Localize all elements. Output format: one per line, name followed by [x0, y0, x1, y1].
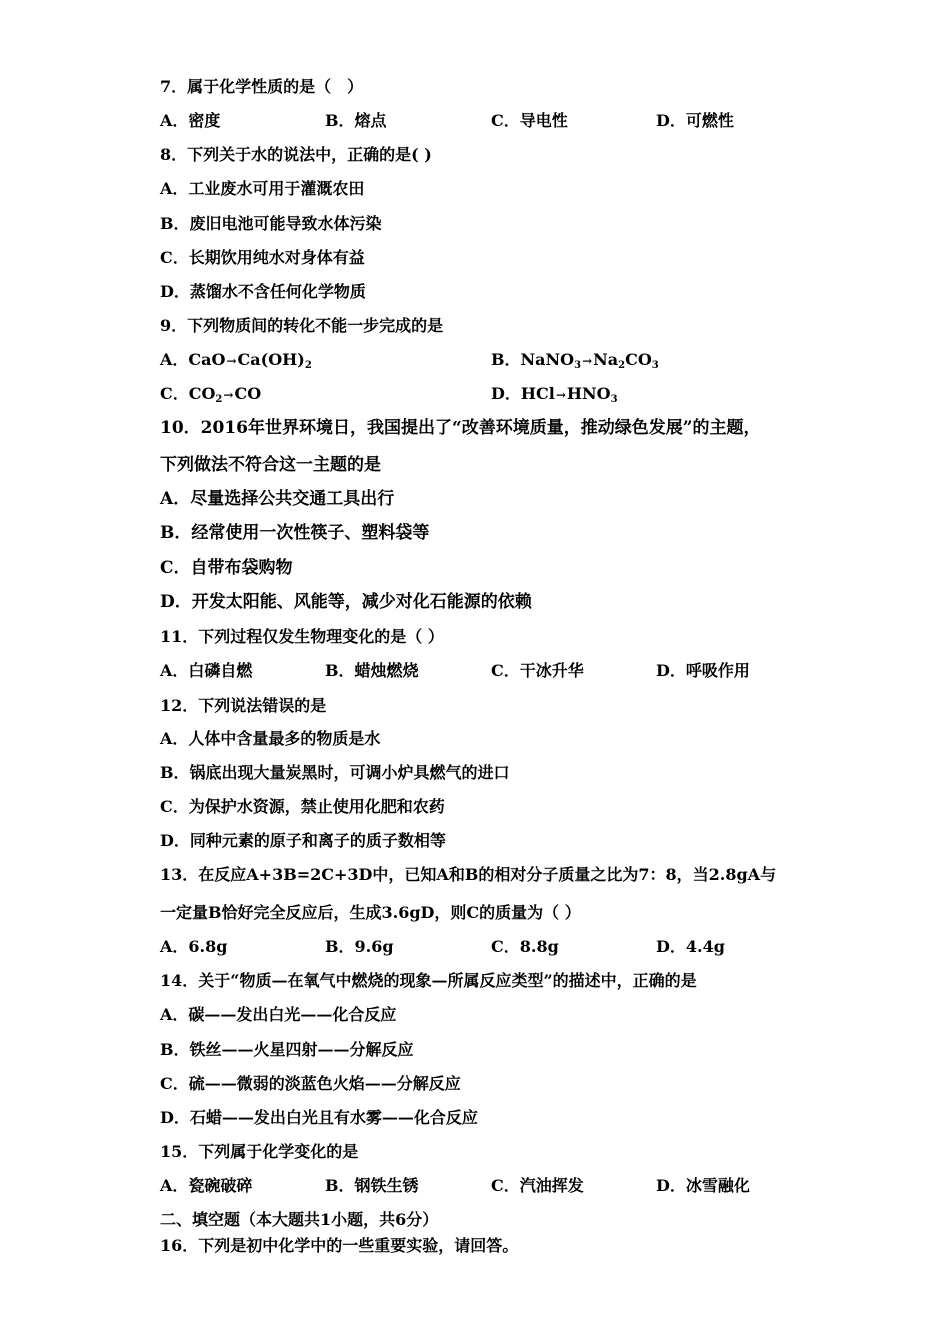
q8-option-b: B．废旧电池可能导致水体污染 [160, 214, 382, 233]
q9-b-from-sub: 3 [574, 360, 582, 371]
arrow-icon: → [226, 354, 237, 368]
q9-b-to-sub2: 3 [651, 360, 659, 371]
arrow-icon: → [582, 354, 593, 368]
q9-d-from: HCl [520, 384, 555, 403]
q10-stem-line1: 10．2016年世界环境日，我国提出了“改善环境质量，推动绿色发展”的主题， [160, 418, 761, 438]
q11-option-c: C．干冰升华 [491, 661, 584, 680]
q9-a-label: A． [160, 350, 189, 369]
q9-b-to-mid: CO [625, 350, 652, 369]
q9-a-to-sub: 2 [304, 360, 312, 371]
q9-a-from: CaO [188, 350, 226, 369]
q14-stem: 14．关于“物质—在氧气中燃烧的现象—所属反应类型”的描述中，正确的是 [160, 971, 697, 990]
q15-option-d: D．冰雪融化 [656, 1176, 750, 1195]
arrow-icon: → [223, 388, 234, 402]
q9-d-to-sub: 3 [610, 394, 618, 405]
q9-b-label: B． [491, 350, 521, 369]
q14-option-c: C．硫——微弱的淡蓝色火焰——分解反应 [160, 1074, 461, 1093]
q10-option-a: A．尽量选择公共交通工具出行 [160, 489, 395, 509]
q7-stem: 7．属于化学性质的是（ ） [160, 77, 364, 96]
q13-option-b: B．9.6g [325, 937, 394, 956]
q10-option-d: D．开发太阳能、风能等，减少对化石能源的依赖 [160, 592, 532, 612]
q15-option-a: A．瓷碗破碎 [160, 1176, 253, 1195]
q7-option-b: B．熔点 [325, 111, 387, 130]
q9-c-from-sub: 2 [215, 394, 223, 405]
q7-option-a: A．密度 [160, 111, 221, 130]
q14-option-a: A．碳——发出白光——化合反应 [160, 1005, 397, 1024]
q8-option-d: D．蒸馏水不含任何化学物质 [160, 282, 366, 301]
q15-option-b: B．钢铁生锈 [325, 1176, 419, 1195]
q12-option-d: D．同种元素的原子和离子的质子数相等 [160, 831, 446, 850]
q13-option-c: C．8.8g [491, 937, 559, 956]
q12-option-c: C．为保护水资源，禁止使用化肥和农药 [160, 797, 445, 816]
q9-option-d [491, 384, 618, 405]
q9-option-b [491, 350, 659, 371]
q7-option-d: D．可燃性 [656, 111, 734, 130]
q12-option-b: B．锅底出现大量炭黑时，可调小炉具燃气的进口 [160, 763, 510, 782]
q9-option-a [160, 350, 312, 371]
q13-option-a: A．6.8g [160, 937, 228, 956]
q11-option-b: B．蜡烛燃烧 [325, 661, 419, 680]
q13-stem-line2: 一定量B恰好完全反应后，生成3.6gD，则C的质量为（ ） [160, 903, 581, 922]
q15-stem: 15．下列属于化学变化的是 [160, 1142, 359, 1161]
q11-option-d: D．呼吸作用 [656, 661, 750, 680]
q9-c-label: C． [160, 384, 189, 403]
q9-c-from: CO [188, 384, 216, 403]
q14-option-b: B．铁丝——火星四射——分解反应 [160, 1040, 414, 1059]
q8-option-c: C．长期饮用纯水对身体有益 [160, 248, 365, 267]
q9-c-to: CO [234, 384, 262, 403]
q9-b-from: NaNO [520, 350, 575, 369]
q9-b-to-sub1: 2 [618, 360, 626, 371]
q10-stem-line2: 下列做法不符合这一主题的是 [160, 455, 381, 475]
q13-stem-line1: 13．在反应A+3B=2C+3D中，已知A和B的相对分子质量之比为7：8，当2.8gA与 [160, 865, 777, 884]
q15-option-c: C．汽油挥发 [491, 1176, 584, 1195]
arrow-icon: → [555, 388, 566, 402]
section-heading: 二、填空题（本大题共1小题，共6分） [160, 1210, 439, 1229]
q12-option-a: A．人体中含量最多的物质是水 [160, 729, 381, 748]
q10-option-b: B．经常使用一次性筷子、塑料袋等 [160, 523, 430, 543]
q8-option-a: A．工业废水可用于灌溉农田 [160, 179, 365, 198]
q14-option-d: D．石蜡——发出白光且有水雾——化合反应 [160, 1108, 478, 1127]
q9-a-to: Ca(OH) [237, 350, 305, 369]
q11-stem: 11．下列过程仅发生物理变化的是（ ） [160, 627, 444, 646]
q9-d-label: D． [491, 384, 521, 403]
q12-stem: 12．下列说法错误的是 [160, 696, 327, 715]
q13-option-d: D．4.4g [656, 937, 725, 956]
q9-option-c [160, 384, 261, 405]
q16-stem: 16．下列是初中化学中的一些重要实验，请回答。 [160, 1236, 519, 1255]
q9-b-to-pre: Na [593, 350, 619, 369]
q7-option-c: C．导电性 [491, 111, 568, 130]
q11-option-a: A．白磷自燃 [160, 661, 253, 680]
q9-d-to: HNO [566, 384, 611, 403]
q8-stem: 8．下列关于水的说法中，正确的是( ) [160, 145, 432, 164]
q9-stem: 9．下列物质间的转化不能一步完成的是 [160, 316, 444, 335]
q10-option-c: C．自带布袋购物 [160, 558, 293, 578]
